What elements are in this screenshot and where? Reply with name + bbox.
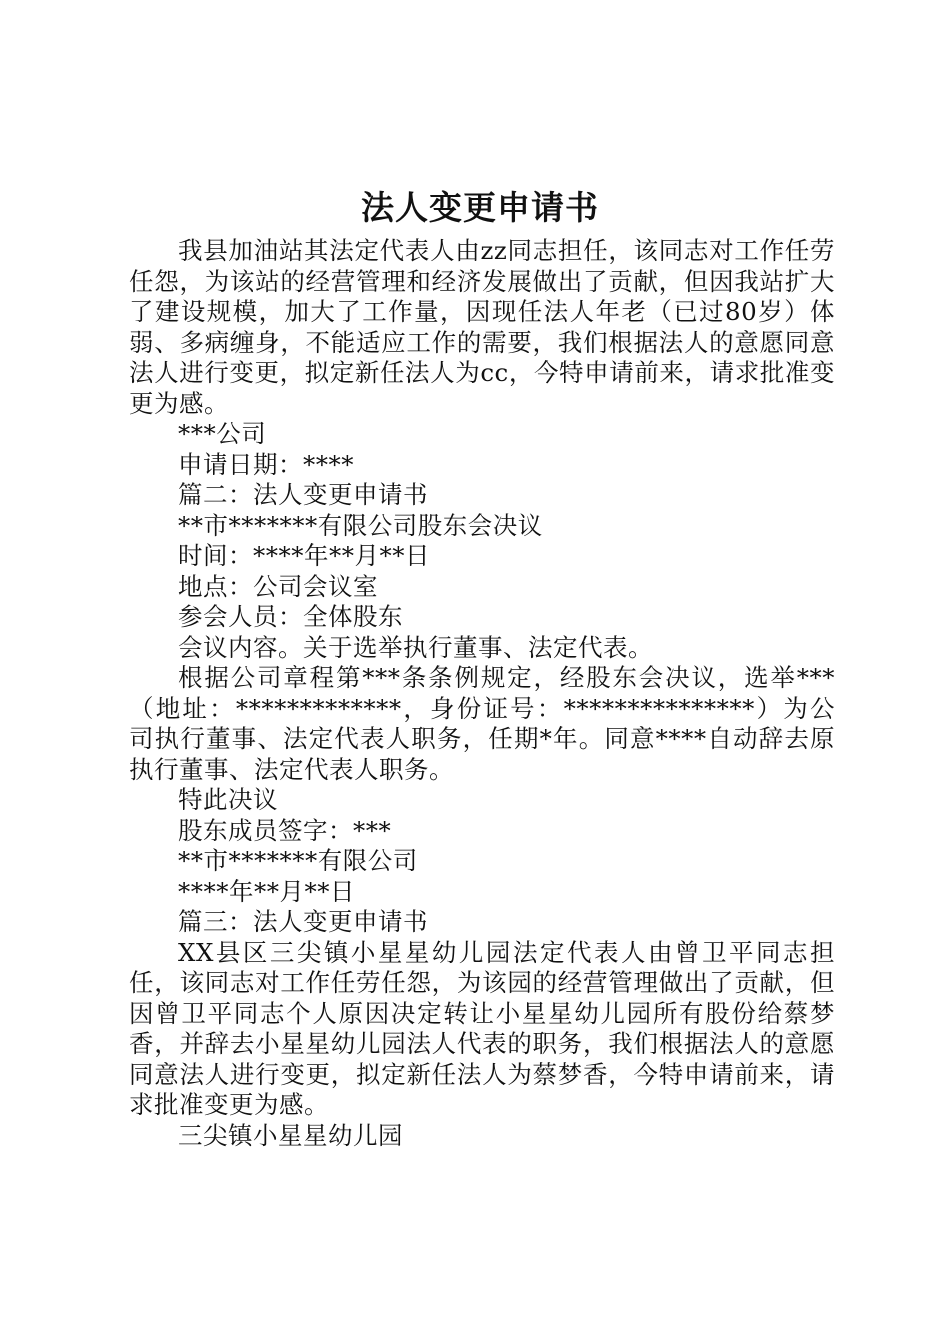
section-heading-part-two: 篇二：法人变更申请书 bbox=[178, 480, 428, 509]
application-date-line: 申请日期：**** bbox=[178, 449, 354, 479]
resolution-heading: **市*******有限公司股东会决议 bbox=[178, 510, 543, 540]
attendees-line: 参会人员：全体股东 bbox=[178, 602, 403, 631]
resolution-closing-line: 特此决议 bbox=[178, 785, 278, 814]
meeting-content-line: 会议内容。关于选举执行董事、法定代表。 bbox=[178, 632, 653, 662]
company-signature-line: ***公司 bbox=[178, 419, 267, 448]
company-name-line: **市*******有限公司 bbox=[178, 846, 418, 875]
paragraph-kindergarten: XX县区三尖镇小星星幼儿园法定代表人由曾卫平同志担任，该同志对工作任劳任怨，为该园的经营管理做出了贡献，但因曾卫平同志个人原因决定转让小星星幼儿园所有股份给蔡梦香，并辞去小星星幼儿园法人代表的职务，我们根据法人的意愿同意法人进行变更，拟定新任法人为蔡梦香，今特申请前来，请求批准变更为感。 bbox=[129, 937, 835, 1119]
shareholder-signature-line: 股东成员签字：*** bbox=[178, 815, 392, 845]
resolution-date-line: ****年**月**日 bbox=[178, 876, 355, 906]
paragraph-resolution: 根据公司章程第***条条例规定，经股东会决议，选举***（地址：*************，身份证号：***************）为公司执行董事、法定代表人职务，任期*年。同意****自动辞去原执行董事、法定代表人职务。 bbox=[129, 663, 835, 784]
document-body bbox=[129, 236, 835, 1151]
meeting-place-line: 地点：公司会议室 bbox=[178, 571, 378, 601]
meeting-time-line: 时间：****年**月**日 bbox=[178, 541, 430, 570]
paragraph-intro: 我县加油站其法定代表人由zz同志担任，该同志对工作任劳任怨，为该站的经营管理和经济发展做出了贡献，但因我站扩大了建设规模，加大了工作量，因现任法人年老（已过80岁）体弱、多病缠身，不能适应工作的需要，我们根据法人的意愿同意法人进行变更，拟定新任法人为cc，今特申请前来，请求批准变更为感。 bbox=[129, 236, 835, 418]
kindergarten-signature-line: 三尖镇小星星幼儿园 bbox=[178, 1120, 403, 1150]
section-heading-part-three: 篇三：法人变更申请书 bbox=[178, 907, 428, 936]
document-title: 法人变更申请书 bbox=[361, 188, 599, 227]
